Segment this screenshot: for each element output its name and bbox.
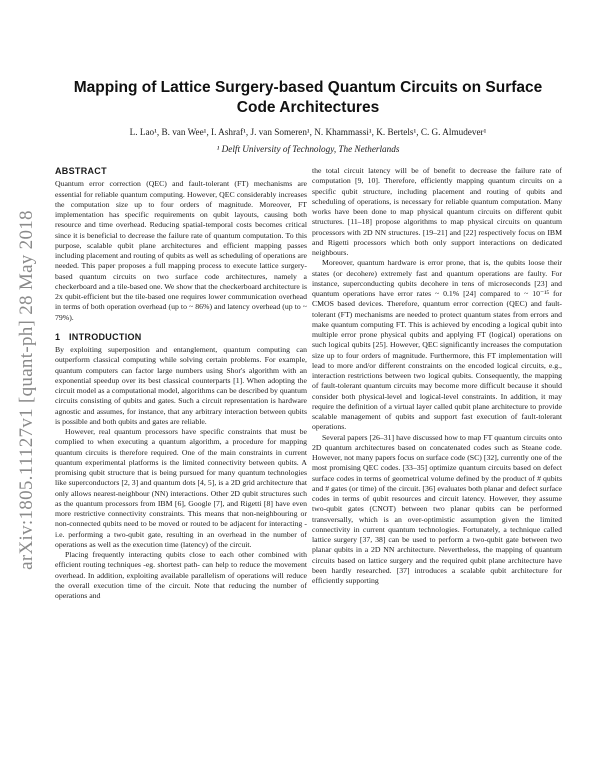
author-list: L. Lao¹, B. van Wee¹, I. Ashraf¹, J. van Someren¹, N. Khammassi¹, K. Bertels¹, C. G. Almudever¹ xyxy=(129,127,487,137)
paper-title: Mapping of Lattice Surgery-based Quantum Circuits on Surface Code Architectures xyxy=(73,79,543,116)
intro-paragraph-3: Placing frequently interacting qubits close to each other combined with efficient routing techniques -eg. shortest path- can help to reduce the movement overhead. In addition, exploiting available parallelism of operations will reduce the overall execution time of the circuit. Note that reducing the number of operations and xyxy=(55,550,307,600)
introduction-heading xyxy=(55,332,307,342)
intro-paragraph-2: However, real quantum processors have specific constraints that must be complied to when executing a quantum algorithm, a procedure for mapping quantum circuits is therefore required. One of the main constraints in current quantum experimental platforms is the limited connectivity between qubits. A promising qubit structure that is being pursued for many quantum technologies like superconductors [2, 3] and quantum dots [4, 5], is a 2D grid architecture that only allows nearest-neighbour (NN) interactions. Other 2D qubit structures such as the quantum processors from IBM [6], Google [7], and Rigetti [8] have even more restrictive connectivity constraints. This means that non-neighbouring or non-connected qubits need to be moved or routed to be adjacent for interacting -i.e. performing a two-qubit gate, resulting in an overhead in the number of operations as well as the execution time (latency) of the circuit. xyxy=(55,427,307,549)
arxiv-stamp xyxy=(12,180,42,600)
right-column xyxy=(312,166,562,586)
left-column xyxy=(55,166,307,601)
abstract-text: Quantum error correction (QEC) and fault-tolerant (FT) mechanisms are essential for reliable quantum computing. However, QEC considerably increases the computation size up to four orders of magnitude. Moreover, FT implementation has specific requirements on qubit layouts, causing both resource and time overhead. Reducing spatial-temporal costs becomes critical since it is beneficial to decrease the failure rate of quantum computation. To this purpose, scalable qubit plane architectures and efficient mapping passes including placement and routing of qubits as well as scheduling of operations are needed. This paper proposes a full mapping process to execute lattice surgery-based quantum circuits on two surface code architectures, namely a checkerboard and a tile-based one. We show that the checkerboard architecture is 2x qubit-efficient but the tile-based one requires lower communication overhead in terms of both operation overhead (up to ~ 86%) and latency overhead (up to ~ 79%). xyxy=(55,179,307,322)
section-title: INTRODUCTION xyxy=(69,331,142,342)
right-paragraph-3: Several papers [26–31] have discussed how to map FT quantum circuits onto 2D quantum architectures based on concatenated codes such as Steane code. However, not many papers focus on surface code (SC) [32], currently one of the most promising QEC codes. [33–35] optimize quantum circuits based on defect surface codes in terms of geometrical volume defined by the product of # qubits and # gates (or time) of the circuit. [36] evaluates both planar and defect surface codes in terms of qubit resources and circuit latency. However, they assume two-qubit gates (CNOT) between two planar qubits can be performed transversally, which is an over-optimistic assumption given the limited connectivity in current quantum technologies. Fortunately, a technique called lattice surgery [37, 38] can be used to perform a two-qubit gate between two planar qubits in a 2D NN architecture. Nevertheless, the mapping of quantum circuits based on lattice surgery and the required qubit plane architecture have been hardly researched. [37] introduces a scalable qubit architecture for efficiently supporting xyxy=(312,432,562,585)
right-paragraph-2: Moreover, quantum hardware is error prone, that is, the qubits loose their states (or decohere) extremely fast and quantum operations are faulty. For instance, superconducting qubits decohere in tens of microseconds [23] and quantum operations have error rates ~ 0.1% [24] compared to ~ 10⁻¹⁵ for CMOS based devices. Therefore, quantum error correction (QEC) and fault-tolerant (FT) mechanisms are needed to protect quantum states from errors and make quantum computing FT. This is achieved by encoding a logical qubit into multiple error prone physical qubits and applying FT (logical) operations on such logical qubits [25]. However, QEC significantly increases the computation size up to four orders of magnitude. Furthermore, this FT implementation will lead to more and/or different constraints on the encoded logical circuits, e.g., interaction restrictions between two logical qubits. Consequently, the mapping of fault-tolerant quantum circuits may become more difficult because it should consider both physical-level and logical-level constraints. In addition, it may require the definition of a virtual layer called qubit plane architecture to provide scalable management of qubits and support fast execution of fault-tolerant operations. xyxy=(312,258,562,432)
intro-paragraph-1: By exploiting superposition and entanglement, quantum computing can outperform classical computing while solving certain problems. For example, quantum computers can factor large numbers using Shor's algorithm with an exponential speedup over its best classical counterparts [1]. When adopting the circuit model as a computational model, algorithms can be described by quantum circuits consisting of qubits and gates. Such a circuit representation is hardware agnostic and assumes, for instance, that any arbitrary interaction between qubits is possible and both qubits and gates are reliable. xyxy=(55,345,307,426)
right-paragraph-1: the total circuit latency will be of benefit to decrease the failure rate of computation [9, 10]. Therefore, efficiently mapping quantum circuits on a specific qubit structure, including placement and routing of qubits and scheduling of operations, is necessary for reliable quantum computation. Many works have been done to map physical quantum circuits on different qubit structures. [11–18] propose algorithms to map physical circuits on quantum processors with 2D NN structures. [19–21] and [22] respectively focus on IBM and Rigetti processors which both only support interactions on dedicated neighbours. xyxy=(312,166,562,257)
abstract-heading: ABSTRACT xyxy=(55,166,107,176)
affiliation: ¹ Delft University of Technology, The Netherlands xyxy=(216,144,400,154)
section-number: 1 xyxy=(55,331,61,342)
arxiv-stamp-text: arXiv:1805.11127v1 [quant-ph] 28 May 2018 xyxy=(16,210,37,570)
